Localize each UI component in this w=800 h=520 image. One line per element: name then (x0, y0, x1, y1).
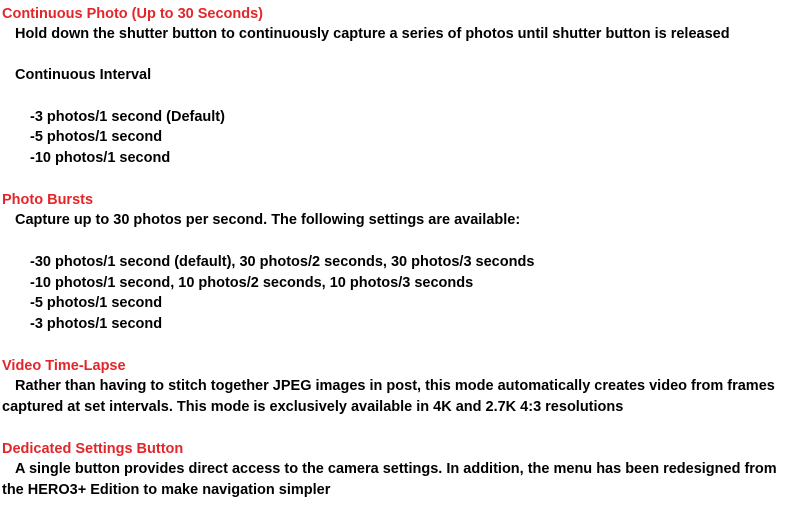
video-time-lapse-description-line-2: captured at set intervals. This mode is exclusively available in 4K and 2.7K 4:3 resolutions (2, 399, 624, 415)
continuous-interval-label: Continuous Interval (15, 67, 152, 83)
photo-bursts-option: -30 photos/1 second (default), 30 photos/2 seconds, 30 photos/3 seconds (30, 254, 535, 270)
continuous-interval-option: -5 photos/1 second (30, 129, 163, 145)
settings-button-description-line-1: A single button provides direct access to the camera settings. In addition, the menu has been redesigned from (15, 461, 777, 477)
photo-bursts-description: Capture up to 30 photos per second. The following settings are available: (15, 212, 521, 228)
photo-bursts-option: -3 photos/1 second (30, 316, 163, 332)
settings-button-description-line-2: the HERO3+ Edition to make navigation simpler (2, 482, 331, 498)
section-heading-photo-bursts: Photo Bursts (2, 192, 94, 208)
photo-bursts-option: -10 photos/1 second, 10 photos/2 seconds, 10 photos/3 seconds (30, 275, 474, 291)
continuous-photo-description: Hold down the shutter button to continuously capture a series of photos until shutter button is released (15, 26, 730, 42)
continuous-interval-option: -10 photos/1 second (30, 150, 171, 166)
continuous-interval-option: -3 photos/1 second (Default) (30, 109, 225, 125)
section-heading-continuous-photo: Continuous Photo (Up to 30 Seconds) (2, 6, 263, 22)
section-heading-dedicated-settings-button: Dedicated Settings Button (2, 441, 184, 457)
video-time-lapse-description-line-1: Rather than having to stitch together JPEG images in post, this mode automatically creates video from frames (15, 378, 775, 394)
section-heading-video-time-lapse: Video Time-Lapse (2, 358, 126, 374)
photo-bursts-option: -5 photos/1 second (30, 295, 163, 311)
